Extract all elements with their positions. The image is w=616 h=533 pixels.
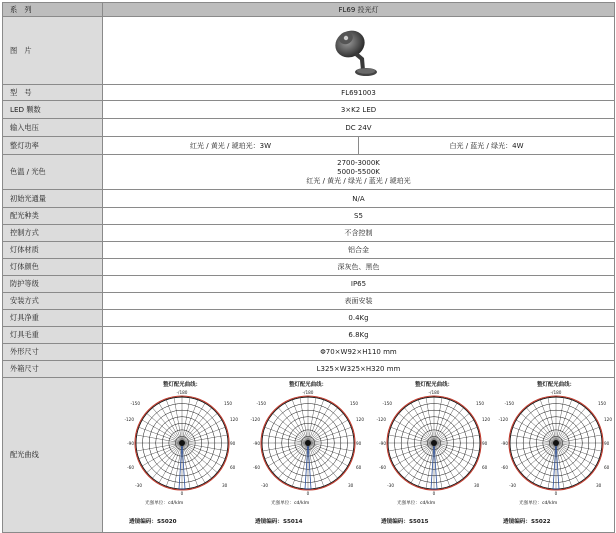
angle-label: 0 [554, 491, 558, 496]
package-label: 外箱尺寸 [3, 361, 103, 378]
angle-label: 90 [482, 441, 488, 446]
angle-label: -120 [498, 417, 508, 422]
angle-label: 120 [356, 417, 364, 422]
polar-curve-3 [375, 378, 493, 532]
curves-container [103, 378, 614, 532]
ip-value: IP65 [103, 276, 615, 293]
gross-weight-label: 灯具毛重 [3, 327, 103, 344]
row-flux [3, 190, 615, 208]
angle-label: 30 [222, 483, 228, 488]
angle-label: 0 [306, 491, 310, 496]
curves-cell [103, 378, 615, 533]
color-line-1: 2700-3000K [337, 158, 380, 167]
led-label: LED 颗数 [3, 101, 103, 119]
curve-title: 整灯配光曲线： [415, 382, 453, 388]
angle-label: -30 [387, 483, 394, 488]
floodlight-image [324, 20, 394, 82]
angle-label: -150 [130, 401, 140, 406]
angle-label: -150 [504, 401, 514, 406]
angle-label: 90 [356, 441, 362, 446]
spec-table [2, 2, 615, 533]
angle-label: -120 [124, 417, 134, 422]
package-value: L325×W325×H320 mm [103, 361, 615, 378]
series-name: FL69 投光灯 [103, 3, 615, 17]
angle-label: -/180 [428, 390, 440, 395]
angle-label: 60 [230, 465, 236, 470]
lens-code: 透镜编码：S5015 [381, 519, 429, 525]
angle-label: -60 [379, 465, 386, 470]
angle-label: 150 [476, 401, 484, 406]
center-hub [431, 440, 437, 446]
row-gross-weight [3, 327, 615, 344]
angle-label: 0 [180, 491, 184, 496]
row-color [3, 155, 615, 190]
dimension-value: Φ70×W92×H110 mm [103, 344, 615, 361]
angle-label: 60 [604, 465, 610, 470]
curve-title: 整灯配光曲线： [163, 382, 201, 388]
curve-unit: 光强单位：cd/klm [397, 501, 436, 506]
row-model [3, 85, 615, 101]
header-row [3, 3, 615, 17]
beam-label: 配光种类 [3, 208, 103, 225]
row-voltage [3, 119, 615, 137]
power-label: 整灯功率 [3, 137, 103, 155]
angle-label: -150 [382, 401, 392, 406]
row-net-weight [3, 310, 615, 327]
ip-label: 防护等级 [3, 276, 103, 293]
row-dimension [3, 344, 615, 361]
angle-label: -150 [256, 401, 266, 406]
power-value-right: 白光 / 蓝光 / 绿光：4W [359, 137, 615, 155]
angle-label: -/180 [176, 390, 188, 395]
angle-label: -30 [509, 483, 516, 488]
polar-chart [497, 378, 615, 502]
center-hub [179, 440, 185, 446]
dimension-label: 外形尺寸 [3, 344, 103, 361]
center-hub [305, 440, 311, 446]
net-weight-label: 灯具净重 [3, 310, 103, 327]
polar-chart [249, 378, 367, 502]
angle-label: -60 [501, 465, 508, 470]
row-body-color [3, 259, 615, 276]
angle-label: -30 [261, 483, 268, 488]
polar-chart [375, 378, 493, 502]
angle-label: 30 [596, 483, 602, 488]
curve-title: 整灯配光曲线： [537, 382, 575, 388]
curve-unit: 光强单位：cd/klm [271, 501, 310, 506]
angle-label: 150 [598, 401, 606, 406]
angle-label: -90 [501, 441, 508, 446]
control-label: 控制方式 [3, 225, 103, 242]
row-led [3, 101, 615, 119]
angle-label: -30 [135, 483, 142, 488]
angle-label: -90 [127, 441, 134, 446]
center-hub [553, 440, 559, 446]
body-color-value: 深灰色、黑色 [103, 259, 615, 276]
model-label: 型 号 [3, 85, 103, 101]
material-label: 灯体材质 [3, 242, 103, 259]
angle-label: 60 [356, 465, 362, 470]
angle-label: 90 [230, 441, 236, 446]
material-value: 铝合金 [103, 242, 615, 259]
row-install [3, 293, 615, 310]
angle-label: -/180 [302, 390, 314, 395]
flux-label: 初始光通量 [3, 190, 103, 208]
polar-curve-4 [497, 378, 615, 532]
polar-curve-1 [123, 378, 241, 532]
angle-label: 30 [474, 483, 480, 488]
angle-label: 120 [230, 417, 238, 422]
angle-label: -120 [250, 417, 260, 422]
led-value: 3×K2 LED [103, 101, 615, 119]
install-label: 安装方式 [3, 293, 103, 310]
curves-label: 配光曲线 [3, 378, 103, 533]
angle-label: 120 [482, 417, 490, 422]
color-line-3: 红光 / 黄光 / 绿光 / 蓝光 / 琥珀光 [306, 176, 411, 185]
angle-label: -60 [127, 465, 134, 470]
row-curves [3, 378, 615, 533]
picture-row [3, 17, 615, 85]
row-power [3, 137, 615, 155]
curve-unit: 光强单位：cd/klm [145, 501, 184, 506]
row-control [3, 225, 615, 242]
install-value: 表面安装 [103, 293, 615, 310]
picture-label: 图 片 [3, 17, 103, 85]
beam-value: S5 [103, 208, 615, 225]
angle-label: 30 [348, 483, 354, 488]
lens-code: 透镜编码：S5014 [255, 519, 303, 525]
angle-label: 120 [604, 417, 612, 422]
row-material [3, 242, 615, 259]
angle-label: -120 [376, 417, 386, 422]
model-value: FL691003 [103, 85, 615, 101]
curve-unit: 光强单位：cd/klm [519, 501, 558, 506]
lens-code: 透镜编码：S5022 [503, 519, 551, 525]
body-color-label: 灯体颜色 [3, 259, 103, 276]
angle-label: 150 [350, 401, 358, 406]
angle-label: -90 [253, 441, 260, 446]
curve-title: 整灯配光曲线： [289, 382, 327, 388]
power-value-left: 红光 / 黄光 / 琥珀光：3W [103, 137, 359, 155]
row-package [3, 361, 615, 378]
angle-label: -90 [379, 441, 386, 446]
gross-weight-value: 6.8Kg [103, 327, 615, 344]
color-value [103, 155, 615, 190]
flux-value: N/A [103, 190, 615, 208]
voltage-value: DC 24V [103, 119, 615, 137]
color-line-2: 5000-5500K [337, 167, 380, 176]
row-ip [3, 276, 615, 293]
polar-curve-2 [249, 378, 367, 532]
angle-label: 60 [482, 465, 488, 470]
color-label: 色温 / 光色 [3, 155, 103, 190]
voltage-label: 输入电压 [3, 119, 103, 137]
header-label: 系 列 [3, 3, 103, 17]
lens-code: 透镜编码：S5020 [129, 519, 177, 525]
angle-label: 90 [604, 441, 610, 446]
angle-label: 150 [224, 401, 232, 406]
angle-label: 0 [432, 491, 436, 496]
control-value: 不含控制 [103, 225, 615, 242]
angle-label: -/180 [550, 390, 562, 395]
picture-cell [103, 17, 615, 85]
row-beam [3, 208, 615, 225]
angle-label: -60 [253, 465, 260, 470]
polar-chart [123, 378, 241, 502]
net-weight-value: 0.4Kg [103, 310, 615, 327]
